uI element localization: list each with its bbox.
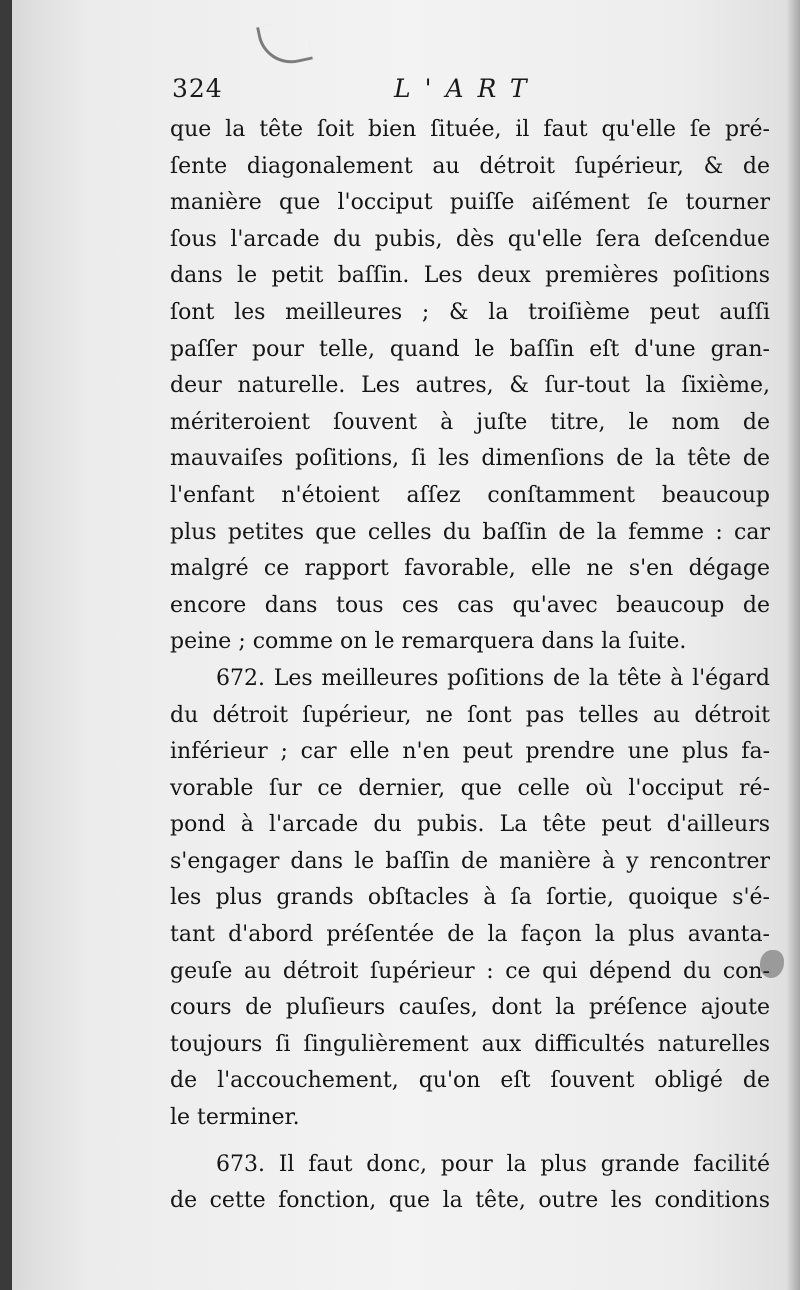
- body-text: [170, 112, 770, 1220]
- paragraph-continued: [170, 112, 770, 661]
- text-line: plus petites que celles du baſſin de la femme : car: [170, 519, 770, 545]
- text-line: 672. Les meilleures poſitions de la tête à l'égard: [216, 665, 770, 691]
- text-line: que la tête ſoit bien ſituée, il faut qu'elle ſe pré-: [170, 117, 770, 142]
- book-page: [12, 0, 800, 1290]
- text-line: toujours ſi ſingulièrement aux difficultés naturelles: [170, 1031, 770, 1057]
- page-header: [172, 74, 582, 114]
- text-line: encore dans tous ces cas qu'avec beaucoup de: [170, 592, 770, 618]
- text-line: malgré ce rapport favorable, elle ne s'en dégage: [170, 556, 770, 582]
- text-line: l'enfant n'étoient aſſez conſtamment beaucoup: [170, 482, 770, 508]
- text-line: manière que l'occiput puiſſe aiſément ſe tourner: [170, 190, 770, 216]
- text-line: deur naturelle. Les autres, & ſur-tout la ſixième,: [170, 373, 770, 399]
- paragraph-672: [170, 661, 770, 1137]
- text-line: tant d'abord préſentée de la façon la plus avanta-: [170, 922, 770, 948]
- paragraph-673: [170, 1147, 770, 1220]
- page-number: 324: [172, 74, 223, 103]
- text-line: inférieur ; car elle n'en peut prendre une plus fa-: [170, 739, 770, 765]
- text-line: du détroit ſupérieur, ne ſont pas telles au détroit: [170, 702, 770, 728]
- text-line: dans le petit baſſin. Les deux premières poſitions: [170, 263, 770, 289]
- paragraph-gap: [170, 1137, 770, 1147]
- text-line: les plus grands obſtacles à ſa ſortie, quoique s'é-: [170, 885, 770, 911]
- text-line: le terminer.: [170, 1105, 300, 1131]
- text-line: ſous l'arcade du pubis, dès qu'elle ſera deſcendue: [170, 226, 770, 252]
- running-head: L'ART: [394, 74, 541, 103]
- text-line: geuſe au détroit ſupérieur : ce qui dépend du con-: [170, 958, 770, 984]
- text-line: pond à l'arcade du pubis. La tête peut d'ailleurs: [170, 812, 770, 838]
- text-line: 673. Il faut donc, pour la plus grande facilité: [216, 1151, 770, 1177]
- text-line: ſont les meilleures ; & la troiſième peut auſſi: [170, 299, 770, 325]
- text-line: s'engager dans le baſſin de manière à y rencontrer: [170, 848, 770, 874]
- text-line: mauvaiſes poſitions, ſi les dimenſions de la tête de: [170, 446, 770, 472]
- text-line: cours de pluſieurs cauſes, dont la préſence ajoute: [170, 995, 770, 1021]
- text-line: vorable ſur ce dernier, que celle où l'occiput ré-: [170, 775, 770, 801]
- text-line: de cette fonction, que la tête, outre les conditions: [170, 1188, 770, 1214]
- text-line: de l'accouchement, qu'on eſt ſouvent obligé de: [170, 1068, 770, 1094]
- text-line: mériteroient ſouvent à juſte titre, le nom de: [170, 409, 770, 435]
- text-line: paſſer pour telle, quand le baſſin eſt d'une gran-: [170, 336, 770, 362]
- text-line: ſente diagonalement au détroit ſupérieur, & de: [170, 153, 770, 179]
- text-line: peine ; comme on le remarquera dans la ſuite.: [170, 629, 687, 655]
- ink-mark: [256, 17, 313, 69]
